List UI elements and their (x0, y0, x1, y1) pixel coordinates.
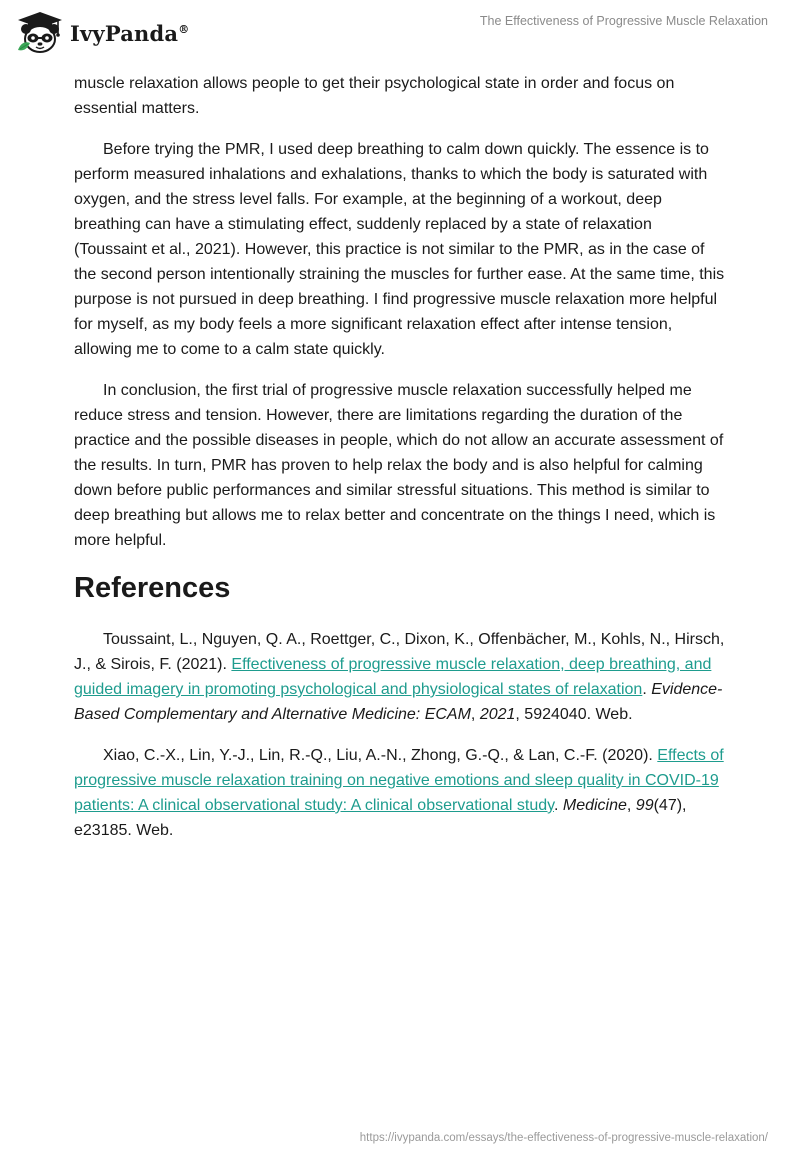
reference-journal: Evidence-Based Complementary and Alternative Medicine: ECAM (74, 681, 723, 723)
document-title: The Effectiveness of Progressive Muscle Relaxation (479, 14, 768, 28)
reference-journal: Medicine (562, 797, 627, 814)
conclusion-paragraph: In conclusion, the first trial of progressive muscle relaxation successfully helped me reduce stress and tension. However, there are limitations regarding the duration of the practice and the possible diseases in people, which do not allow an accurate assessment of the results. In turn, PMR has proven to help relax the body and is also helpful for calming down before public performances and similar stressful situations. This method is similar to deep breathing but allows me to relax better and concentrate on the things I need, which is more helpful. (74, 382, 724, 549)
reference-volume: 2021 (479, 706, 516, 723)
ivypanda-logo[interactable] (16, 10, 189, 56)
reference-link[interactable]: Effects of progressive muscle relaxation training on negative emotions and sleep quality in COVID-19 patients: A clinical observational study: A clinical observational study (74, 747, 724, 814)
body-paragraph: Before trying the PMR, I used deep breathing to calm down quickly. The essence is to perform measured inhalations and exhalations, thanks to which the body is saturated with oxygen, and the stress level falls. For example, at the beginning of a workout, deep breathing can have a stimulating effect, suddenly replaced by a state of relaxation (Toussaint et al., 2021). However, this practice is not similar to the PMR, as in the case of the second person intentionally straining the muscles for further ease. At the same time, this purpose is not pursued in deep breathing. I find progressive muscle relaxation more helpful for myself, as my body feels a more significant relaxation effect after intense tension, allowing me to come to a calm state quickly. (74, 141, 725, 358)
panda-logo-icon (16, 10, 64, 56)
essay-content (74, 71, 726, 843)
reference-volume: 99 (635, 797, 654, 814)
reference-link[interactable]: Effectiveness of progressive muscle relaxation, deep breathing, and guided imagery in promoting psychological and physiological states of relaxation (74, 656, 712, 698)
reference-entry: Xiao, C.-X., Lin, Y.-J., Lin, R.-Q., Liu, A.-N., Zhong, G.-Q., & Lan, C.-F. (2020). Effects of progressive muscle relaxation training on negative emotions and sleep quality in COVID-19 patients: A clinical observational study: A clinical observational study. Medicine, 99(47), e23185. Web. (74, 747, 724, 839)
brand-name: IvyPanda® (70, 20, 190, 46)
reference-authors: Toussaint, L., Nguyen, Q. A., Roettger, C., Dixon, K., Offenbächer, M., Kohls, N., Hirsch, J., & Sirois, F. (2021). (74, 631, 725, 673)
source-url: https://ivypanda.com/essays/the-effectiveness-of-progressive-muscle-relaxation/ (359, 1132, 768, 1144)
body-paragraph-continued: muscle relaxation allows people to get their psychological state in order and focus on essential matters. (74, 75, 675, 117)
reference-authors: Xiao, C.-X., Lin, Y.-J., Lin, R.-Q., Liu, A.-N., Zhong, G.-Q., & Lan, C.-F. (2020). (103, 747, 658, 764)
reference-entry: Toussaint, L., Nguyen, Q. A., Roettger, C., Dixon, K., Offenbächer, M., Kohls, N., Hirsch, J., & Sirois, F. (2021). Effectiveness of progressive muscle relaxation, deep breathing, and guided imagery in promoting psychological and physiological states of relaxation. Evidence-Based Complementary and Alternative Medicine: ECAM, 2021, 5924040. Web. (74, 631, 725, 723)
references-heading: References (74, 572, 231, 604)
page-header (0, 0, 800, 64)
